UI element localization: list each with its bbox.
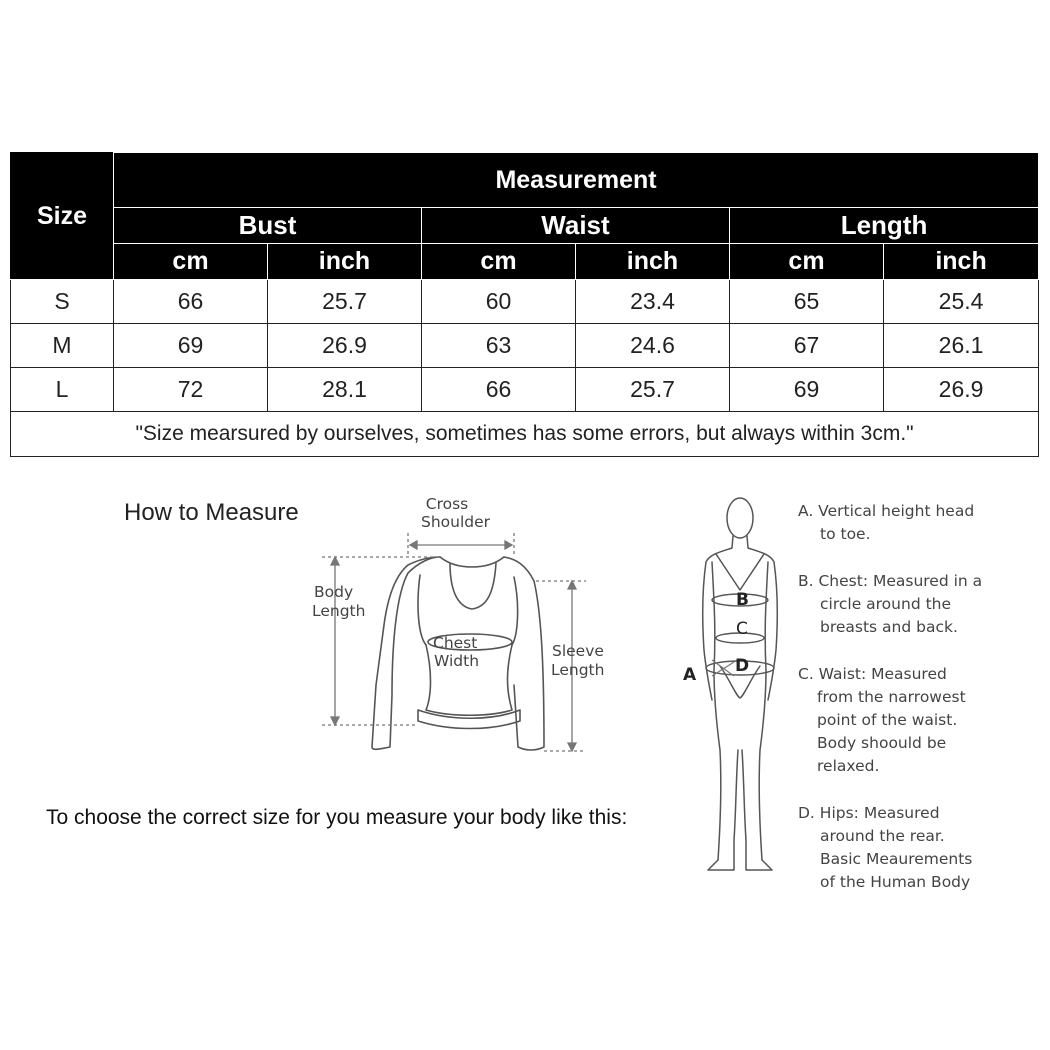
- legend-item-c: [798, 663, 966, 778]
- sweater-outline: [372, 557, 440, 749]
- body-letter-d: D: [735, 656, 750, 676]
- unit-header: inch: [576, 244, 730, 280]
- measurement-header: Measurement: [114, 153, 1039, 208]
- choose-size-instruction: To choose the correct size for you measure your body like this:: [46, 806, 628, 829]
- legend-item-a: [798, 500, 974, 546]
- table-row: [11, 280, 1039, 324]
- value-cell: 72: [114, 368, 268, 412]
- value-cell: 25.4: [884, 280, 1039, 324]
- value-cell: 28.1: [268, 368, 422, 412]
- legend-line: B. Chest: Measured in a: [798, 572, 983, 590]
- size-cell: S: [11, 280, 114, 324]
- legend-line: relaxed.: [817, 757, 880, 775]
- chest-width-label-2: Width: [434, 652, 480, 670]
- value-cell: 65: [730, 280, 884, 324]
- value-cell: 26.9: [884, 368, 1039, 412]
- value-cell: 60: [422, 280, 576, 324]
- unit-header: cm: [422, 244, 576, 280]
- legend-line: Basic Meaurements: [820, 850, 973, 868]
- length-header: Length: [730, 208, 1039, 244]
- unit-header: inch: [884, 244, 1039, 280]
- body-length-label-2: Length: [312, 602, 366, 620]
- value-cell: 26.1: [884, 324, 1039, 368]
- cross-shoulder-label: [422, 495, 472, 514]
- note-row: [11, 412, 1039, 457]
- legend-line: breasts and back.: [820, 618, 958, 636]
- legend-item-b: [798, 570, 982, 639]
- size-header: Size: [11, 153, 114, 280]
- legend-line: to toe.: [820, 525, 871, 543]
- size-cell: L: [11, 368, 114, 412]
- value-cell: 63: [422, 324, 576, 368]
- value-cell: 66: [114, 280, 268, 324]
- unit-header: inch: [268, 244, 422, 280]
- table-row: [11, 368, 1039, 412]
- waist-header: Waist: [422, 208, 730, 244]
- legend-line: of the Human Body: [820, 873, 971, 891]
- legend-line: point of the waist.: [817, 711, 958, 729]
- table-row: [11, 324, 1039, 368]
- value-cell: 66: [422, 368, 576, 412]
- size-chart-table: [10, 152, 1039, 457]
- legend-line: Body shoould be: [817, 734, 947, 752]
- value-cell: 25.7: [268, 280, 422, 324]
- cross-shoulder-label-2: Shoulder: [421, 513, 491, 531]
- body-letter-a: A: [683, 665, 697, 685]
- head-outline: [727, 498, 753, 538]
- value-cell: 69: [730, 368, 884, 412]
- legend-item-d: [798, 802, 972, 894]
- value-cell: 24.6: [576, 324, 730, 368]
- legend-line: circle around the: [820, 595, 952, 613]
- unit-header: cm: [730, 244, 884, 280]
- value-cell: 69: [114, 324, 268, 368]
- value-cell: 26.9: [268, 324, 422, 368]
- chest-width-label-1: Chest: [433, 634, 478, 652]
- size-cell: M: [11, 324, 114, 368]
- body-length-label-1: Body: [314, 583, 354, 601]
- legend-line: D. Hips: Measured: [798, 804, 940, 822]
- how-to-measure-title: How to Measure: [124, 499, 299, 526]
- value-cell: 67: [730, 324, 884, 368]
- bust-header: Bust: [114, 208, 422, 244]
- legend-line: from the narrowest: [817, 688, 966, 706]
- sleeve-length-label-1: Sleeve: [552, 642, 604, 660]
- body-letter-b: B: [736, 590, 749, 610]
- size-note: "Size mearsured by ourselves, sometimes has some errors, but always within 3cm.": [11, 412, 1039, 457]
- value-cell: 23.4: [576, 280, 730, 324]
- legend-line: C. Waist: Measured: [798, 665, 947, 683]
- value-cell: 25.7: [576, 368, 730, 412]
- unit-header: cm: [114, 244, 268, 280]
- human-body-diagram: [690, 490, 790, 880]
- body-letter-c: C: [736, 619, 748, 639]
- label-line: Cross: [425, 495, 469, 513]
- legend-line: around the rear.: [820, 827, 945, 845]
- sleeve-length-label-2: Length: [551, 661, 605, 679]
- legend-line: A. Vertical height head: [798, 502, 975, 520]
